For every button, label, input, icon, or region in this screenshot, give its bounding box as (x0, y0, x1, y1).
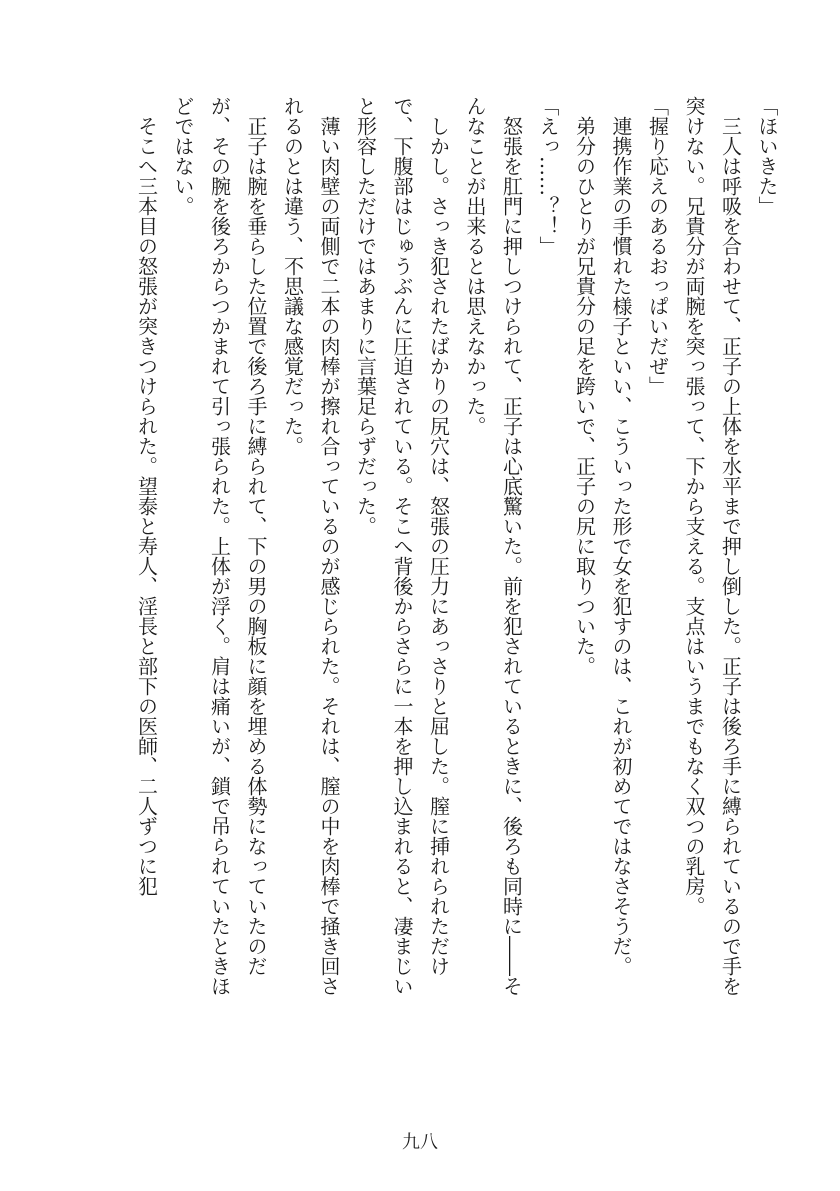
page-number: 九八 (402, 1132, 438, 1153)
paragraph: 三人は呼吸を合わせて、正子の上体を水平まで押し倒した。正子は後ろ手に縛られているので手を突けない。兄貴分が両腕を突っ張って、下から支える。支点はいうまでもなく双つの乳房。 (682, 96, 743, 996)
body-text (35, 96, 785, 996)
paragraph: 「ほいきた」 (755, 96, 779, 216)
paragraph: そこへ三本目の怒張が突きつけられた。望泰と寿人、淫長と部下の医師、二人ずつに犯 (134, 96, 159, 896)
paragraph: 連携作業の手慣れた様子といい、こういった形で女を犯すのは、これが初めてではなさそうだ。 (609, 96, 633, 976)
paragraph: 「握り応えのあるおっぱいだぜ」 (645, 96, 670, 396)
paragraph: 薄い肉壁の両側で二本の肉棒が擦れ合っているのが感じられた。それは、膣の中を肉棒で掻き回されるのとは違う、不思議な感覚だった。 (280, 96, 341, 996)
paragraph: 弟分のひとりが兄貴分の足を跨いで、正子の尻に取りついた。 (572, 96, 597, 676)
paragraph: 正子は腕を垂らした位置で後ろ手に縛られて、下の男の胸板に顔を埋める体勢になっていたのだが、その腕を後ろからつかまれて引っ張られた。上体が浮く。肩は痛いが、鎖で吊られていたときほどではない。 (171, 96, 268, 996)
paragraph: 怒張を肛門に押しつけられて、正子は心底驚いた。前を犯されているときに、後ろも同時に――そんなことが出来るとは思えなかった。 (463, 96, 524, 996)
paragraph: しかし。さっき犯されたばかりの尻穴は、怒張の圧力にあっさりと屈した。膣に挿れられただけで、下腹部はじゅうぶんに圧迫されている。そこへ背後からさらに一本を押し込まれると、凄まじいと形容しただけではあまりに言葉足らずだった。 (353, 96, 451, 996)
paragraph: 「えっ……？！」 (536, 96, 560, 256)
